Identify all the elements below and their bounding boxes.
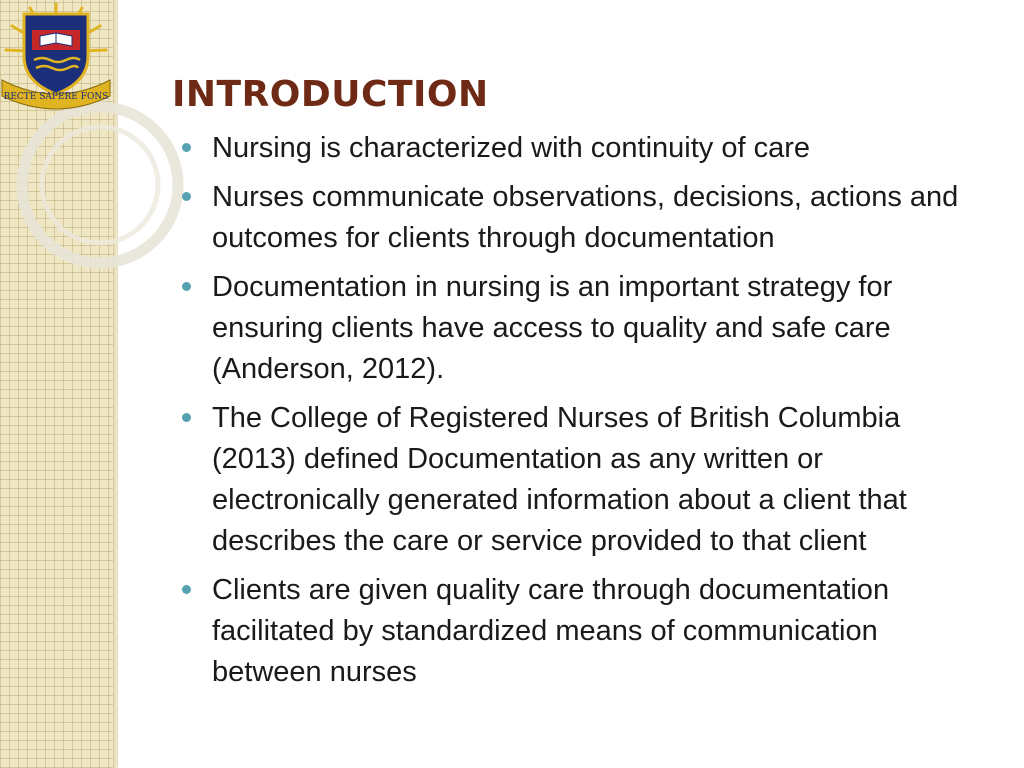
bullet-text: Nursing is characterized with continuity of care bbox=[212, 132, 810, 164]
bullet-text: Documentation in nursing is an important strategy for ensuring clients have access to quality and safe care (Anderson, 2012). bbox=[212, 271, 893, 385]
university-crest-icon bbox=[0, 0, 112, 110]
bullet-dot-icon bbox=[182, 413, 191, 422]
bullet-dot-icon bbox=[182, 143, 191, 152]
bullet-item bbox=[182, 570, 992, 693]
bullet-dot-icon bbox=[182, 585, 191, 594]
bullet-text: The College of Registered Nurses of British Columbia (2013) defined Documentation as any written or electronically generated information about a client that describes the care or service provided to that client bbox=[212, 402, 907, 557]
crest-motto: RECTE SAPERE FONS bbox=[3, 92, 109, 102]
slide-title: INTRODUCTION bbox=[172, 74, 489, 115]
bullet-text: Clients are given quality care through documentation facilitated by standardized means of communication between nurses bbox=[212, 574, 890, 688]
bullet-item bbox=[182, 398, 992, 562]
bullet-item bbox=[182, 267, 992, 390]
bullet-dot-icon bbox=[182, 192, 191, 201]
bullet-item bbox=[182, 128, 992, 169]
bullet-item bbox=[182, 177, 992, 259]
bullet-text: Nurses communicate observations, decisions, actions and outcomes for clients through documentation bbox=[212, 181, 959, 254]
bullet-dot-icon bbox=[182, 282, 191, 291]
bullet-list bbox=[182, 128, 992, 701]
